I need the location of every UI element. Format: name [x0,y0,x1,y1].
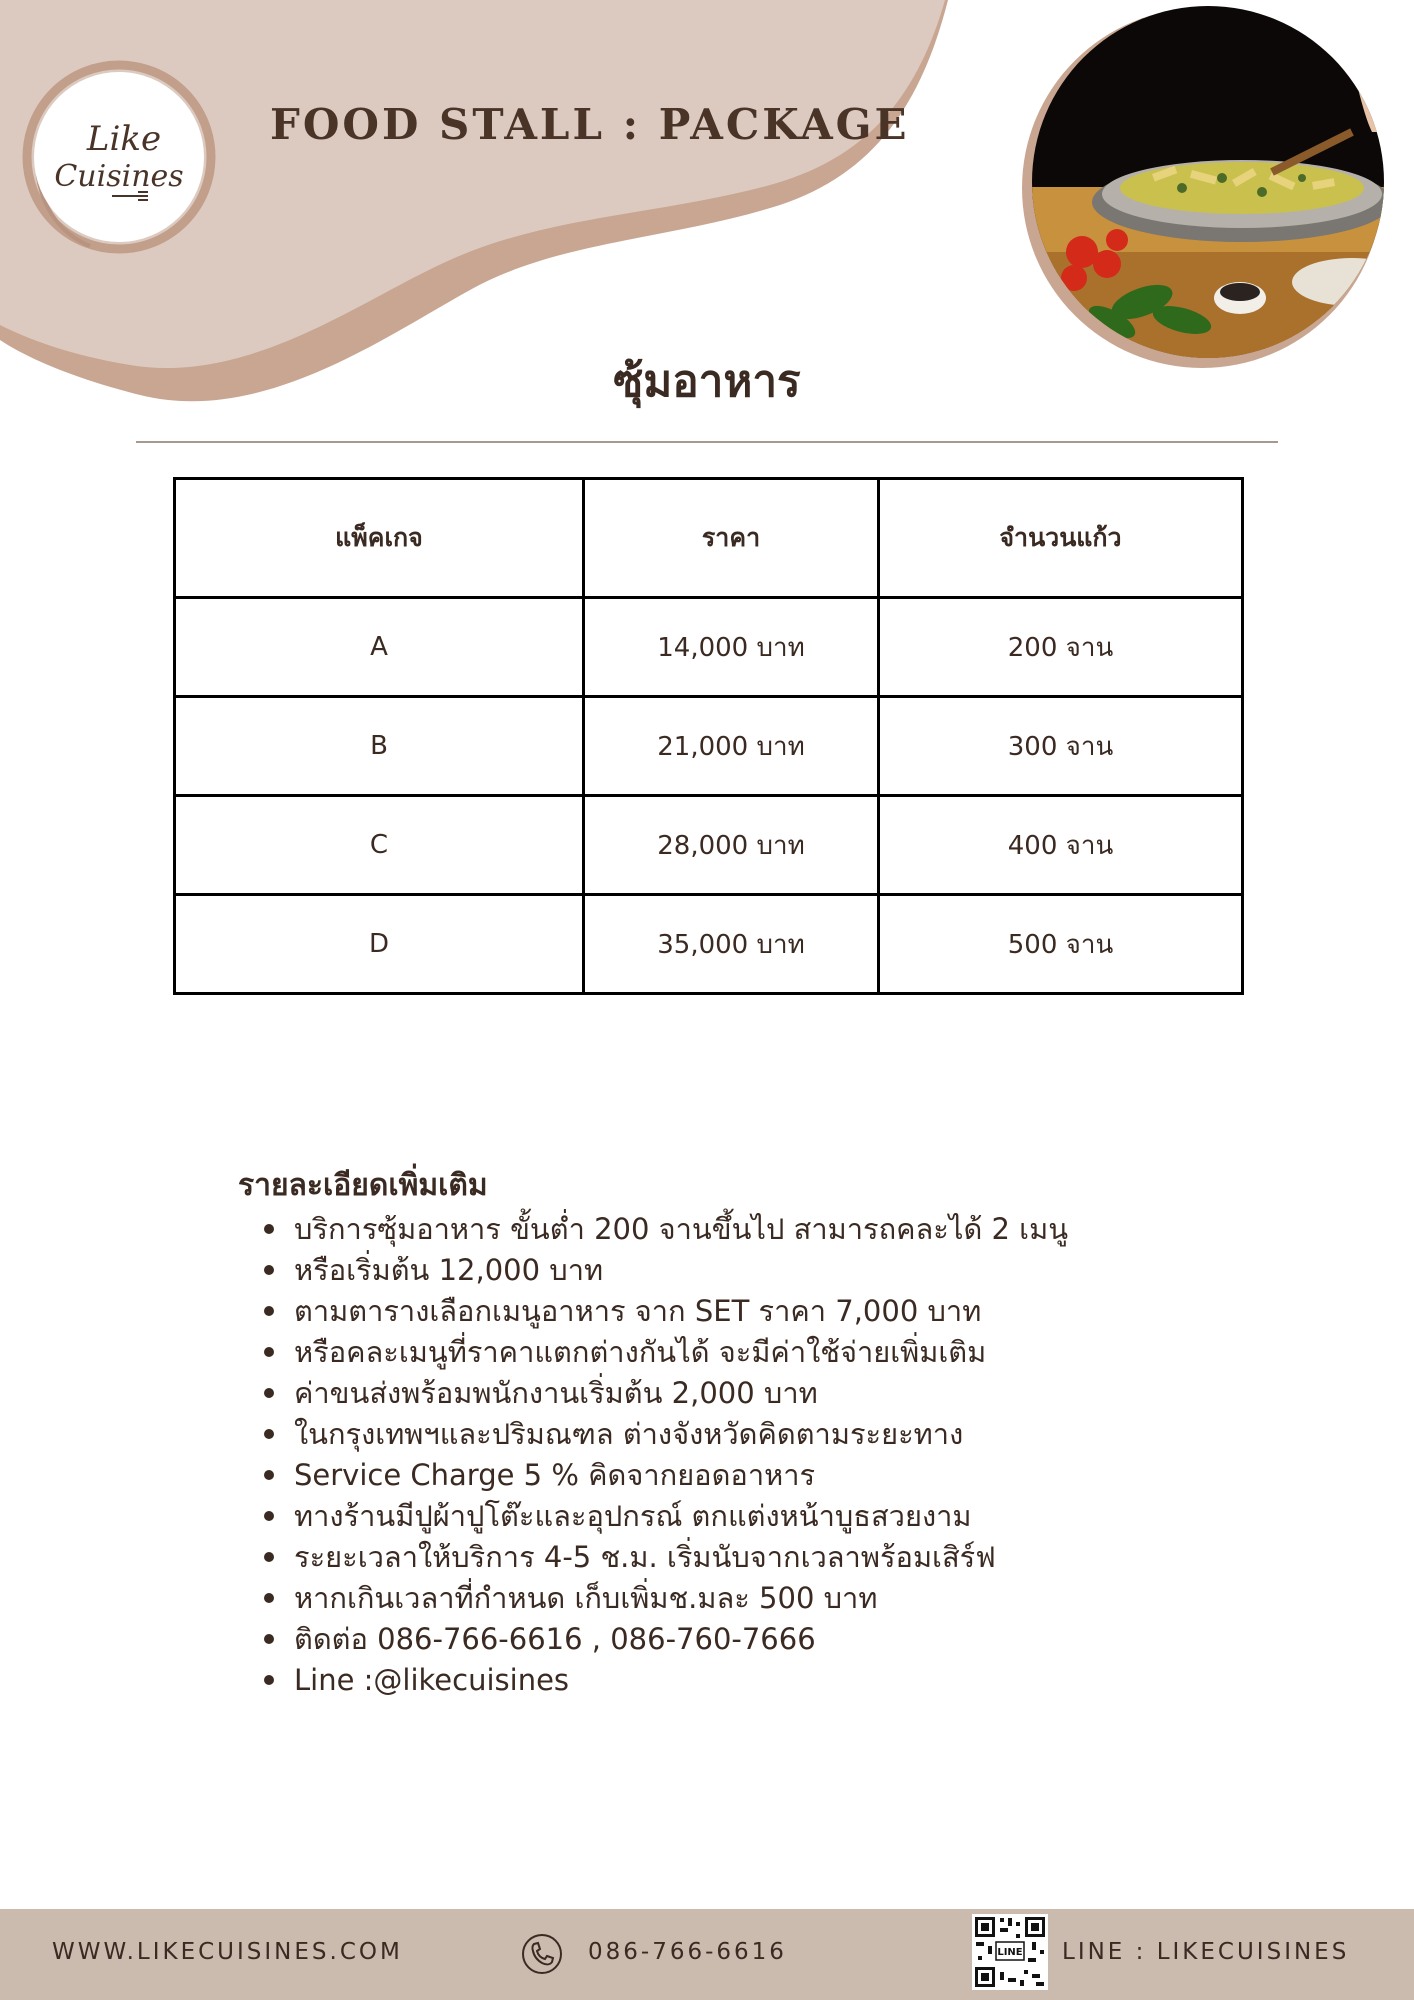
phone-icon [520,1932,564,1976]
cell-quantity: 500 จาน [879,895,1243,994]
cell-quantity: 200 จาน [879,598,1243,697]
cell-price: 21,000 บาท [584,697,879,796]
footer-bar [0,1909,1414,2000]
bullet-icon [264,1675,274,1685]
cell-package: D [175,895,584,994]
list-item: ทางร้านมีปูผ้าปูโต๊ะและอุปกรณ์ ตกแต่งหน้าบูธสวยงาม [238,1496,1238,1537]
list-item: Service Charge 5 % คิดจากยอดอาหาร [238,1455,1238,1496]
logo-text-like: Like [86,119,162,159]
bullet-icon [264,1388,274,1398]
table-row [175,598,1243,697]
list-item: หากเกินเวลาที่กำหนด เก็บเพิ่มช.มละ 500 บาท [238,1578,1238,1619]
table-row [175,697,1243,796]
bullet-icon [264,1306,274,1316]
food-photo [1022,2,1384,374]
qr-center-label: LINE [997,1947,1023,1958]
bullet-icon [264,1511,274,1521]
cell-package: C [175,796,584,895]
list-item: ตามตารางเลือกเมนูอาหาร จาก SET ราคา 7,000 บาท [238,1291,1238,1332]
brand-logo [20,58,218,256]
table-header-row [175,479,1243,598]
cell-price: 35,000 บาท [584,895,879,994]
section-title: ซุ้มอาหาร [613,356,801,407]
footer-phone[interactable]: 086-766-6616 [588,1939,787,1965]
cell-package: A [175,598,584,697]
bullet-icon [264,1347,274,1357]
header-price: ราคา [584,479,879,598]
list-item: หรือเริ่มต้น 12,000 บาท [238,1250,1238,1291]
page-brand-title: FOOD STALL : PACKAGE [270,100,910,149]
list-item: ระยะเวลาให้บริการ 4-5 ช.ม. เริ่มนับจากเวลาพร้อมเสิร์ฟ [238,1537,1238,1578]
bullet-icon [264,1224,274,1234]
cell-package: B [175,697,584,796]
bullet-icon [264,1634,274,1644]
bullet-icon [264,1593,274,1603]
cell-price: 28,000 บาท [584,796,879,895]
cell-quantity: 300 จาน [879,697,1243,796]
header-package: แพ็คเกจ [175,479,584,598]
qr-code[interactable] [972,1914,1048,1990]
details-heading: รายละเอียดเพิ่มเติม [238,1168,488,1203]
title-divider [136,441,1278,443]
package-table [173,477,1244,995]
list-item: บริการซุ้มอาหาร ขั้นต่ำ 200 จานขึ้นไป สามารถคละได้ 2 เมนู [238,1209,1238,1250]
footer-line-id[interactable]: LINE : LIKECUISINES [1062,1939,1350,1965]
details-list [238,1209,1238,1701]
list-item: ในกรุงเทพฯและปริมณฑล ต่างจังหวัดคิดตามระยะทาง [238,1414,1238,1455]
table-row [175,796,1243,895]
bullet-icon [264,1265,274,1275]
header-quantity: จำนวนแก้ว [879,479,1243,598]
bullet-icon [264,1429,274,1439]
logo-text-cuisines: Cuisines [54,159,184,194]
cell-price: 14,000 บาท [584,598,879,697]
bullet-icon [264,1470,274,1480]
list-item: ติดต่อ 086-766-6616 , 086-760-7666 [238,1619,1238,1660]
details-section [238,1167,1238,1701]
table-row [175,895,1243,994]
bullet-icon [264,1552,274,1562]
footer-website-link[interactable]: WWW.LIKECUISINES.COM [52,1939,403,1965]
list-item: ค่าขนส่งพร้อมพนักงานเริ่มต้น 2,000 บาท [238,1373,1238,1414]
cell-quantity: 400 จาน [879,796,1243,895]
list-item: หรือคละเมนูที่ราคาแตกต่างกันได้ จะมีค่าใช้จ่ายเพิ่มเติม [238,1332,1238,1373]
list-item: Line :@likecuisines [238,1660,1238,1701]
